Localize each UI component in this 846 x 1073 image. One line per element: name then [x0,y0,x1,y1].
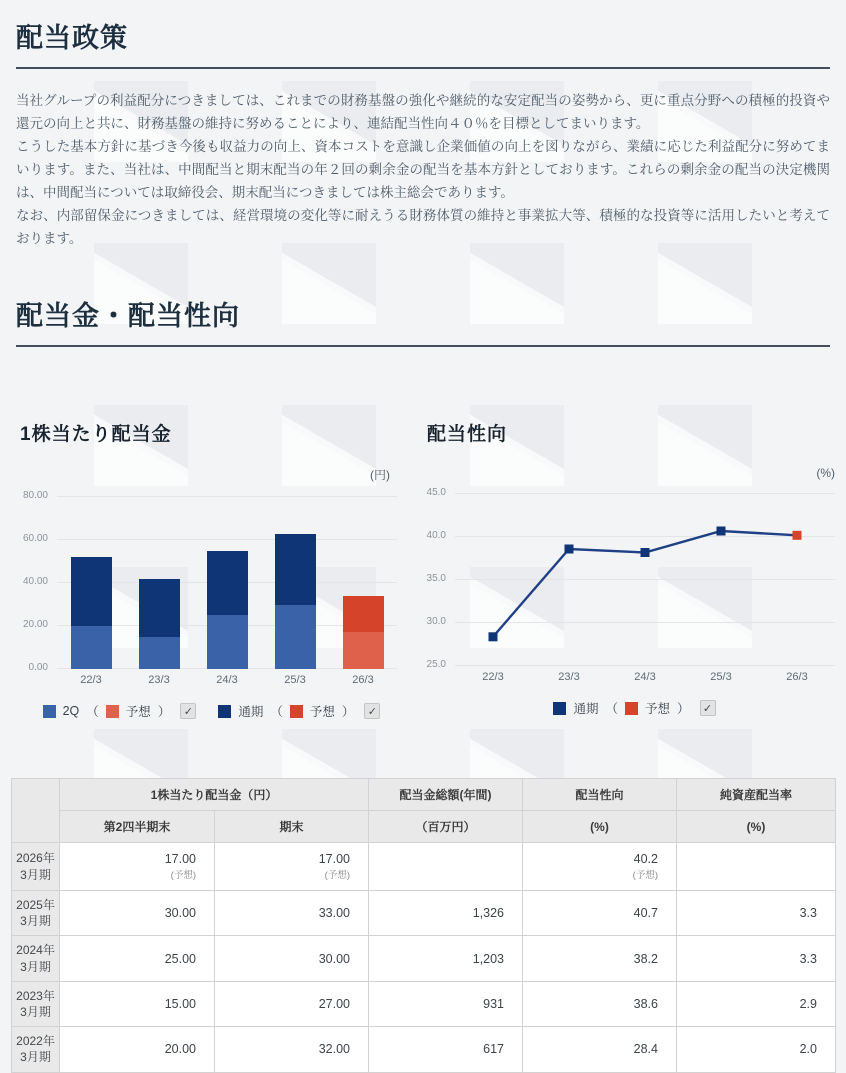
table-row-fy2022 [12,1027,836,1072]
table-row-fy2025 [12,891,836,936]
y-tick-label: 20.00 [22,619,48,630]
line-chart-legend [423,699,846,717]
bar-segment-term-end [71,557,112,626]
paren: ） [341,705,355,719]
x-tick-label: 23/3 [148,674,170,686]
page-title: 配当政策 [16,23,128,53]
term-end-dividend-cell: 30.00 [215,936,369,981]
table-corner-cell [12,779,60,843]
x-tick-label: 25/3 [284,674,306,686]
bar-segment-2q [139,637,180,669]
chart-title: 配当性向 [427,424,508,445]
q2-dividend-cell: 25.00 [60,936,215,981]
stacked-bar-26/3 [343,596,384,669]
col-header-net-asset: 純資産配当率 [677,779,836,811]
charts-row [0,419,846,720]
payout-ratio-cell: 28.4 [523,1027,677,1072]
legend-swatch-payout-forecast [625,702,638,715]
legend-label-2q: 2Q [62,704,80,718]
bar-segment-term-end [207,551,248,616]
payout-ratio-cell: 38.2 [523,936,677,981]
stacked-bar-24/3 [207,551,248,669]
policy-paragraph: 当社グループの利益配分につきましては、これまでの財務基盤の強化や継続的な安定配当の姿勢から、更に重点分野への積極的投資や還元の向上と共に、財務基盤の維持に努めることにより、連結配当性向４０％を目標としてまいります。 [16,93,830,131]
legend-swatch-full-year [218,705,231,718]
legend-checkbox-payout[interactable]: ✓ [700,700,716,716]
paren: ） [677,702,690,716]
q2-dividend-cell: 20.00 [60,1027,215,1072]
policy-paragraph: なお、内部留保金につきましては、経営環境の変化等に耐えうる財務体質の維持と事業拡大等、積極的な投資等に活用したいと考えております。 [16,208,830,246]
fiscal-year-label: 2022年3月期 [12,1027,60,1072]
x-tick-label: 22/3 [482,671,504,683]
y-axis-unit: (円) [370,468,390,482]
term-end-dividend-cell: 27.00 [215,981,369,1026]
bar-plot-area [22,490,397,673]
bar-segment-term-end [343,596,384,633]
col-header-payout: 配当性向 [523,779,677,811]
y-tick-label: 40.0 [426,530,446,541]
paren: （ [605,702,618,716]
section-dividend-policy [0,0,846,250]
y-tick-label: 30.0 [426,616,446,627]
stacked-bar-22/3 [71,557,112,669]
paren: （ [270,705,283,719]
col-header-q2: 第2四半期末 [60,811,215,843]
bar-segment-2q [71,626,112,669]
dividend-per-share-chart [0,419,423,720]
table-row-fy2024 [12,936,836,981]
section-dividends-payout [0,250,846,1073]
chart-title: 1株当たり配当金 [20,424,172,445]
col-header-per-share: 1株当たり配当金（円） [60,779,369,811]
net-asset-ratio-cell: 3.3 [677,891,836,936]
fiscal-year-label: 2026年3月期 [12,843,60,891]
table-row-fy2023 [12,981,836,1026]
col-header-total-unit: （百万円） [369,811,523,843]
x-tick-label: 23/3 [558,671,580,683]
x-tick-label: 26/3 [352,674,374,686]
line-plot-area [426,487,835,670]
term-end-dividend-cell: 32.00 [215,1027,369,1072]
legend-label-payout: 通期 [573,702,599,716]
legend-checkbox-2q[interactable]: ✓ [180,703,196,719]
y-tick-label: 40.00 [22,576,48,587]
y-axis-unit: (%) [816,466,835,480]
payout-ratio-cell: 40.2 (予想) [523,843,677,891]
term-end-dividend-cell: 33.00 [215,891,369,936]
payout-ratio-cell: 38.6 [523,981,677,1026]
bar-segment-2q [343,632,384,669]
payout-ratio-chart [423,419,846,720]
net-asset-ratio-cell [677,843,836,891]
bar-segment-term-end [275,534,316,605]
title-divider [16,345,830,347]
legend-swatch-full-forecast [290,705,303,718]
total-dividend-cell [369,843,523,891]
data-point [489,632,498,641]
payout-ratio-cell: 40.7 [523,891,677,936]
q2-dividend-cell: 30.00 [60,891,215,936]
x-tick-label: 24/3 [216,674,238,686]
bar-segment-term-end [139,579,180,637]
col-header-payout-unit: (%) [523,811,677,843]
total-dividend-cell: 1,203 [369,936,523,981]
x-tick-label: 24/3 [634,671,656,683]
policy-paragraph: こうした基本方針に基づき今後も収益力の向上、資本コストを意識し企業価値の向上を図りながら、業績に応じた利益配分に努めてまいります。また、当社は、中間配当と期末配当の年２回の剰余金の配当を基本方針としております。これらの剰余金の配当の決定機関は、中間配当については取締役会、期末配当につきましては株主総会であります。 [16,139,830,200]
section-title: 配当金・配当性向 [16,301,240,331]
policy-text [16,89,830,250]
x-tick-label: 25/3 [710,671,732,683]
table-header-row-1 [12,779,836,811]
table-header-row-2 [12,811,836,843]
legend-checkbox-full-year[interactable]: ✓ [364,703,380,719]
legend-swatch-payout [553,702,566,715]
line-x-axis [455,671,835,683]
data-point-forecast [793,531,802,540]
total-dividend-cell: 1,326 [369,891,523,936]
q2-dividend-cell: 15.00 [60,981,215,1026]
term-end-dividend-cell: 17.00 (予想) [215,843,369,891]
net-asset-ratio-cell: 2.9 [677,981,836,1026]
stacked-bar-23/3 [139,579,180,669]
legend-label-forecast: 予想 [645,702,671,716]
q2-dividend-cell: 17.00 (予想) [60,843,215,891]
fiscal-year-label: 2023年3月期 [12,981,60,1026]
data-point [717,527,726,536]
x-tick-label: 22/3 [80,674,102,686]
table-row-fy2026 [12,843,836,891]
col-header-net-asset-unit: (%) [677,811,836,843]
total-dividend-cell: 617 [369,1027,523,1072]
legend-label-forecast: 予想 [125,705,151,719]
fiscal-year-label: 2025年3月期 [12,891,60,936]
total-dividend-cell: 931 [369,981,523,1026]
col-header-term-end: 期末 [215,811,369,843]
y-tick-label: 35.0 [426,573,446,584]
paren: ） [157,705,171,719]
col-header-total: 配当金総額(年間) [369,779,523,811]
payout-ratio-line [455,494,835,666]
dividend-table [11,778,836,1073]
bar-segment-2q [207,615,248,669]
paren: （ [86,705,99,719]
bar-chart-legend [0,702,423,720]
legend-swatch-2q-forecast [106,705,119,718]
legend-swatch-2q [43,705,56,718]
y-tick-label: 45.0 [426,487,446,498]
stacked-bar-25/3 [275,534,316,669]
data-point [565,545,574,554]
y-tick-label: 60.00 [22,533,48,544]
y-tick-label: 80.00 [22,490,48,501]
net-asset-ratio-cell: 3.3 [677,936,836,981]
legend-label-forecast: 予想 [309,705,335,719]
x-tick-label: 26/3 [786,671,808,683]
bar-segment-2q [275,605,316,670]
net-asset-ratio-cell: 2.0 [677,1027,836,1072]
bar-x-axis [57,674,397,686]
fiscal-year-label: 2024年3月期 [12,936,60,981]
data-point [641,548,650,557]
title-divider [16,67,830,69]
y-tick-label: 0.00 [28,662,48,673]
legend-label-full-year: 通期 [238,705,264,719]
y-tick-label: 25.0 [426,659,446,670]
